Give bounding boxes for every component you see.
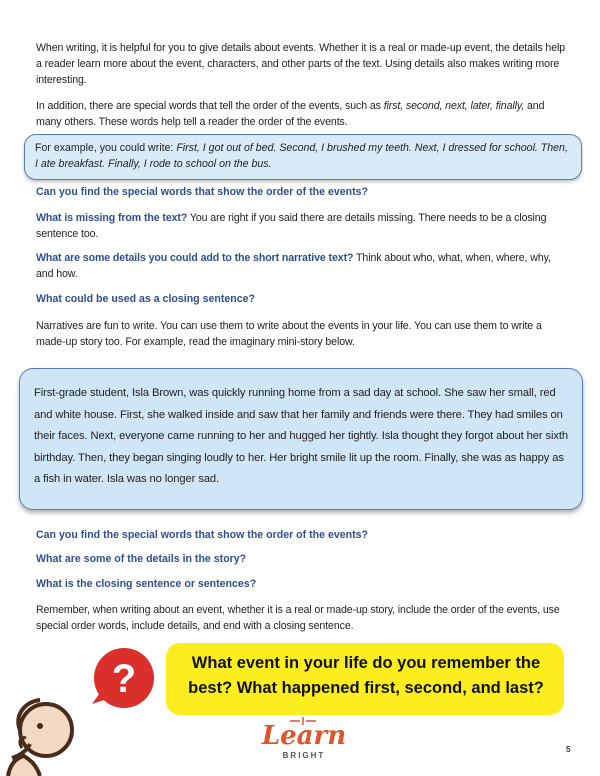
intro-p2-start: In addition, there are special words that tell the order of the events, such as — [36, 100, 384, 112]
remember-paragraph: Remember, when writing about an event, whether it is a real or made-up story, include the order of the events, use special order words, include details, and end with a closing sentence. — [36, 604, 560, 632]
intro-p2-end: and many others. These words help tell a reader the order of the events. — [36, 100, 545, 128]
question2-order-words: Can you find the special words that show the order of the events? — [36, 529, 368, 541]
example-lead: For example, you could write: — [35, 142, 177, 154]
logo-learn: Learn — [261, 721, 347, 751]
question-mark-icon — [82, 642, 172, 718]
question-details-rest: Think about who, what, when, where, why, and how. — [36, 252, 551, 280]
page-number: 5 — [566, 745, 571, 754]
logo-bright: BRIGHT — [282, 751, 326, 760]
example-box — [24, 134, 582, 180]
prompt-text: What event in your life do you remember the best? What happened first, second, and last? — [188, 654, 544, 697]
question-order-words: Can you find the special words that show the order of the events? — [36, 186, 368, 198]
question-details — [36, 250, 566, 282]
thinking-person-icon — [0, 686, 90, 776]
intro-paragraph-1: When writing, it is helpful for you to give details about events. Whether it is a real or made-up event, the details help a reader learn more about the event, characters, and other parts of the text. Using details also makes writing more interesting. — [36, 42, 566, 86]
prompt-bubble — [166, 643, 564, 715]
question-missing — [36, 210, 566, 242]
example-text — [35, 140, 571, 172]
question-missing-rest: You are right if you said there are details missing. There needs to be a closing sentence too. — [36, 212, 547, 240]
intro-paragraph-2 — [36, 98, 566, 130]
story-box — [19, 368, 583, 510]
question-closing: What could be used as a closing sentence? — [36, 293, 255, 305]
story-text: First-grade student, Isla Brown, was quickly running home from a sad day at school. She saw her small, red and white house. First, she walked inside and saw that her family and friends were there. They had smiles on their faces. Next, everyone came running to her and hugged her tightly. Isla thought they forgot about her sixth birthday. Then, they began singing loudly to her. Her bright smile lit up the room. Finally, she was as happy as a fish in water. Isla was no longer sad. — [34, 387, 568, 485]
order-words: first, second, next, later, finally, — [383, 100, 525, 112]
question-missing-bold: What is missing from the text? — [36, 212, 188, 224]
question-details-bold: What are some details you could add to the short narrative text? — [36, 252, 354, 264]
narratives-paragraph: Narratives are fun to write. You can use them to write about the events in your life. You can use them to write a made-up story too. For example, read the imaginary mini-story below. — [36, 320, 542, 348]
question2-details: What are some of the details in the story? — [36, 553, 247, 565]
question-mark-glyph: ? — [111, 657, 137, 701]
example-sentences: First, I got out of bed. Second, I brushed my teeth. Next, I dressed for school. Then, I ate breakfast. Finally, I rode to school on the bus. — [35, 142, 568, 170]
question2-closing: What is the closing sentence or sentences? — [36, 578, 257, 590]
